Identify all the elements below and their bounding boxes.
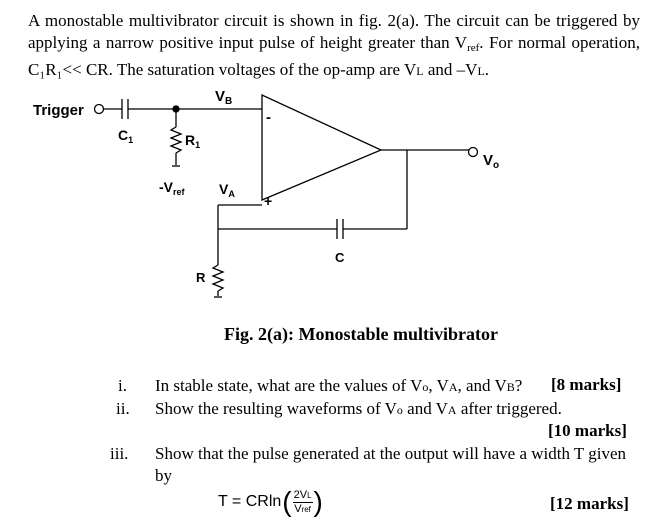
formula-right-paren: ) xyxy=(313,486,323,517)
formula-left-paren: ( xyxy=(282,486,292,517)
question-3-line-1: Show that the pulse generated at the output will have a width T given xyxy=(155,444,627,463)
figure-caption: Fig. 2(a): Monostable multivibrator xyxy=(224,324,498,344)
question-2-marks: [10 marks] xyxy=(548,421,627,440)
intro-line-2: applying a narrow positive input pulse of height greater than $V_{ref}$. For normal operation, xyxy=(28,33,640,54)
trigger-label: Trigger xyxy=(33,102,84,119)
trigger-terminal xyxy=(95,105,104,114)
r-label: R xyxy=(196,270,206,285)
formula-lhs: T = CRln xyxy=(218,493,282,510)
formula-numerator: 2VL xyxy=(293,488,312,501)
vref-label: $-V_{ref}$ xyxy=(159,179,185,197)
c1-label: $C_1$ xyxy=(118,127,134,145)
question-2-number: ii. xyxy=(116,399,130,418)
c-label: C xyxy=(335,250,345,265)
output-terminal xyxy=(469,148,478,157)
pulse-width-formula xyxy=(218,488,324,516)
r1-resistor xyxy=(171,127,181,153)
op-amp xyxy=(262,95,381,200)
noninverting-input-sign: + xyxy=(264,193,273,209)
r1-label: $R_1$ xyxy=(185,132,201,150)
question-1-marks: [8 marks] xyxy=(551,375,622,394)
question-2-text: Show the resulting waveforms of Vo and VA after triggered. xyxy=(155,399,562,418)
question-3-marks: [12 marks] xyxy=(550,494,629,513)
va-label: $V_A$ xyxy=(219,181,235,199)
formula-fraction xyxy=(293,489,313,516)
intro-line-3: C₁R₁<< CR. The saturation voltages of the op-amp are VL and –VL. xyxy=(28,60,490,79)
r-resistor xyxy=(213,265,223,291)
vo-label: $V_o$ xyxy=(483,152,500,171)
question-3-line-2: by xyxy=(155,466,172,485)
question-1-number: i. xyxy=(118,376,127,395)
vb-label: $V_B$ xyxy=(215,88,233,107)
inverting-input-sign: - xyxy=(266,109,271,126)
intro-line-1: A monostable multivibrator circuit is shown in fig. 2(a). The circuit can be triggered by xyxy=(28,11,640,30)
formula-denominator: Vref xyxy=(294,502,311,515)
question-3-number: iii. xyxy=(110,444,129,463)
question-1-text: In stable state, what are the values of Vo, VA, and VB? xyxy=(155,376,523,395)
